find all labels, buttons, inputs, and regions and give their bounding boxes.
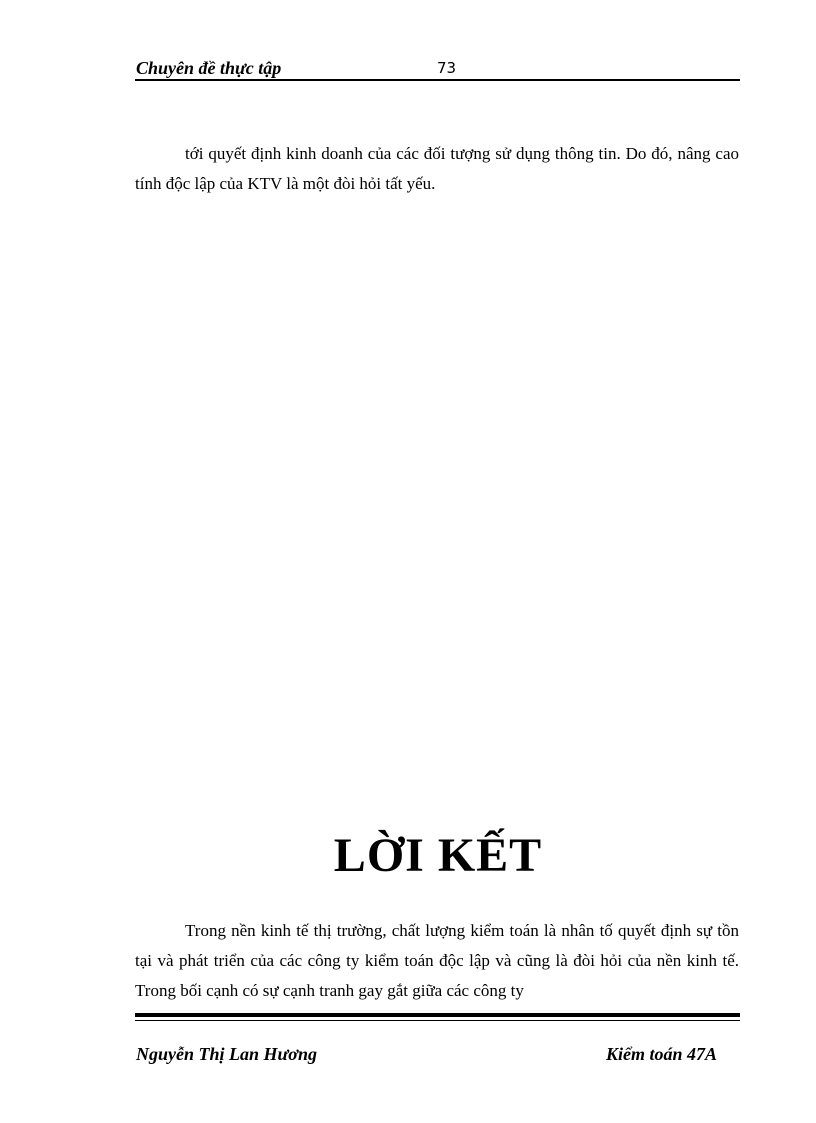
header-divider bbox=[135, 79, 740, 81]
footer-divider-thin bbox=[135, 1020, 740, 1021]
page-number: 73 bbox=[437, 59, 457, 77]
class-name: Kiểm toán 47A bbox=[606, 1044, 718, 1064]
document-title: Chuyên đề thực tập bbox=[136, 58, 282, 78]
body-paragraph: tới quyết định kinh doanh của các đối tượng sử dụng thông tin. Do đó, nâng cao tính độc lập của KTV là một đòi hỏi tất yếu. bbox=[135, 144, 739, 193]
body-paragraph: Trong nền kinh tế thị trường, chất lượng kiểm toán là nhân tố quyết định sự tồn tại và phát triển của các công ty kiểm toán độc lập và cũng là đòi hỏi của nền kinh tế. Trong bối cạnh có sự cạnh tranh gay gắt giữa các công ty bbox=[135, 921, 739, 1000]
footer-divider-thick bbox=[135, 1013, 740, 1017]
author-name: Nguyễn Thị Lan Hương bbox=[136, 1044, 317, 1064]
section-heading: LỜI KẾT bbox=[333, 829, 543, 882]
